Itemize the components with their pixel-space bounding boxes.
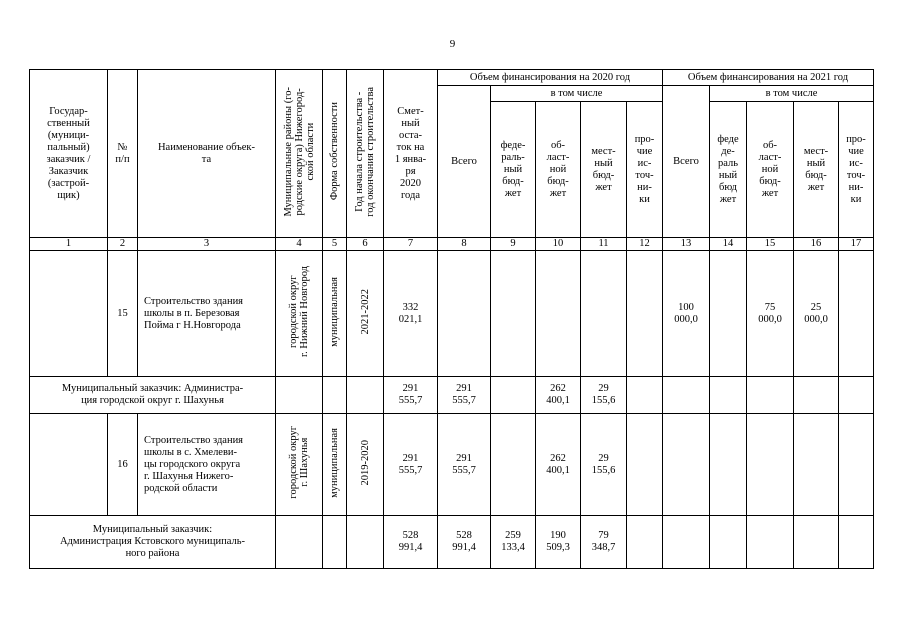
cell-empty [347, 377, 384, 414]
column-number: 12 [627, 238, 663, 251]
district-name: городской округ г. Шахунья [288, 426, 310, 499]
header-ownership [323, 70, 347, 238]
regional-2021-value: 75 000,0 [747, 251, 794, 377]
ownership-cell [323, 251, 347, 377]
column-number: 7 [384, 238, 438, 251]
header-ownership-text: Форма собственности [329, 102, 340, 201]
header-estimate: Смет- ный оста- ток на 1 янва- ря 2020 года [384, 70, 438, 238]
ownership-cell [323, 414, 347, 516]
column-number: 5 [323, 238, 347, 251]
cell-empty [30, 251, 108, 377]
header-other-2020: про- чие ис- точ- ни- ки [627, 102, 663, 238]
regional-2020-value: 262 400,1 [536, 414, 581, 516]
cell-empty [323, 377, 347, 414]
header-district-text: Муниципальные районы (го- родские округа) Нижегород- ской области [282, 86, 316, 217]
object-name: Строительство здания школы в п. Березовая Пойма г Н.Новгорода [138, 251, 276, 377]
row-number: 16 [108, 414, 138, 516]
cell-empty [536, 251, 581, 377]
table-row [30, 251, 874, 377]
object-name: Строительство здания школы в с. Хмелеви- цы городского округа г. Шахунья Нижего- родской области [138, 414, 276, 516]
cell-empty [794, 377, 839, 414]
header-other-2021: про- чие ис- точ- ни- ки [839, 102, 874, 238]
cell-empty [839, 251, 874, 377]
header-years [347, 70, 384, 238]
header-customer: Государ- ственный (муници- пальный) заказчик / Заказчик (застрой- щик) [30, 70, 108, 238]
federal-2020-value: 259 133,4 [491, 516, 536, 569]
cell-empty [710, 377, 747, 414]
cell-empty [323, 516, 347, 569]
customer-subtotal-label: Муниципальный заказчик: Администра- ция городской округ г. Шахунья [30, 377, 276, 414]
ownership-form: муниципальная [329, 276, 340, 347]
estimate-value: 291 555,7 [384, 377, 438, 414]
cell-empty [491, 251, 536, 377]
estimate-value: 332 021,1 [384, 251, 438, 377]
column-number: 11 [581, 238, 627, 251]
column-number: 3 [138, 238, 276, 251]
column-number: 17 [839, 238, 874, 251]
table-row [30, 414, 874, 516]
cell-empty [794, 516, 839, 569]
header-years-text: Год начала строительства - год окончания строительства [354, 86, 376, 217]
cell-empty [747, 516, 794, 569]
cell-empty [276, 516, 323, 569]
column-number: 13 [663, 238, 710, 251]
column-number: 2 [108, 238, 138, 251]
header-total-2021: Всего [663, 86, 710, 238]
cell-empty [491, 414, 536, 516]
header-district [276, 70, 323, 238]
row-number: 15 [108, 251, 138, 377]
column-number: 1 [30, 238, 108, 251]
cell-empty [839, 414, 874, 516]
construction-years: 2019-2020 [359, 439, 371, 486]
cell-empty [347, 516, 384, 569]
district-cell [276, 414, 323, 516]
customer-subtotal-label: Муниципальный заказчик: Администрация Кстовского муниципаль- ного района [30, 516, 276, 569]
district-name: городской округ г. Нижний Новгород [288, 266, 310, 357]
cell-empty [710, 414, 747, 516]
cell-empty [581, 251, 627, 377]
local-2020-value: 79 348,7 [581, 516, 627, 569]
total-2021-value: 100 000,0 [663, 251, 710, 377]
construction-years: 2021-2022 [359, 288, 371, 335]
header-local-2020: мест- ный бюд- жет [581, 102, 627, 238]
header-federal-2020: феде- раль- ный бюд- жет [491, 102, 536, 238]
total-2020-value: 291 555,7 [438, 414, 491, 516]
local-2021-value: 25 000,0 [794, 251, 839, 377]
header-including-2020: в том числе [491, 86, 663, 102]
cell-empty [491, 377, 536, 414]
column-number: 16 [794, 238, 839, 251]
header-regional-2020: об- ласт- ной бюд- жет [536, 102, 581, 238]
cell-empty [276, 377, 323, 414]
construction-budget-table [29, 69, 874, 569]
header-fin-2021: Объем финансирования на 2021 год [663, 70, 874, 86]
header-including-2021: в том числе [710, 86, 874, 102]
cell-empty [663, 516, 710, 569]
cell-empty [839, 377, 874, 414]
column-number: 15 [747, 238, 794, 251]
column-number: 6 [347, 238, 384, 251]
regional-2020-value: 190 509,3 [536, 516, 581, 569]
cell-empty [627, 516, 663, 569]
cell-empty [663, 377, 710, 414]
header-fin-2020: Объем финансирования на 2020 год [438, 70, 663, 86]
header-local-2021: мест- ный бюд- жет [794, 102, 839, 238]
cell-empty [747, 414, 794, 516]
page-number: 9 [449, 38, 456, 50]
cell-empty [627, 414, 663, 516]
cell-empty [627, 251, 663, 377]
header-regional-2021: об- ласт- ной бюд- жет [747, 102, 794, 238]
cell-empty [663, 414, 710, 516]
regional-2020-value: 262 400,1 [536, 377, 581, 414]
cell-empty [710, 251, 747, 377]
header-num: № п/п [108, 70, 138, 238]
column-number-row [30, 238, 874, 251]
years-cell [347, 414, 384, 516]
column-number: 8 [438, 238, 491, 251]
cell-empty [710, 516, 747, 569]
column-number: 9 [491, 238, 536, 251]
total-2020-value: 528 991,4 [438, 516, 491, 569]
header-federal-2021: феде де- раль ный бюд жет [710, 102, 747, 238]
column-number: 14 [710, 238, 747, 251]
estimate-value: 528 991,4 [384, 516, 438, 569]
local-2020-value: 29 155,6 [581, 414, 627, 516]
table-row [30, 377, 874, 414]
cell-empty [794, 414, 839, 516]
cell-empty [747, 377, 794, 414]
ownership-form: муниципальная [329, 427, 340, 498]
total-2020-value: 291 555,7 [438, 377, 491, 414]
table-row [30, 516, 874, 569]
column-number: 4 [276, 238, 323, 251]
column-number: 10 [536, 238, 581, 251]
header-object: Наименование объек- та [138, 70, 276, 238]
cell-empty [30, 414, 108, 516]
cell-empty [438, 251, 491, 377]
estimate-value: 291 555,7 [384, 414, 438, 516]
cell-empty [839, 516, 874, 569]
district-cell [276, 251, 323, 377]
local-2020-value: 29 155,6 [581, 377, 627, 414]
years-cell [347, 251, 384, 377]
cell-empty [627, 377, 663, 414]
header-total-2020: Всего [438, 86, 491, 238]
